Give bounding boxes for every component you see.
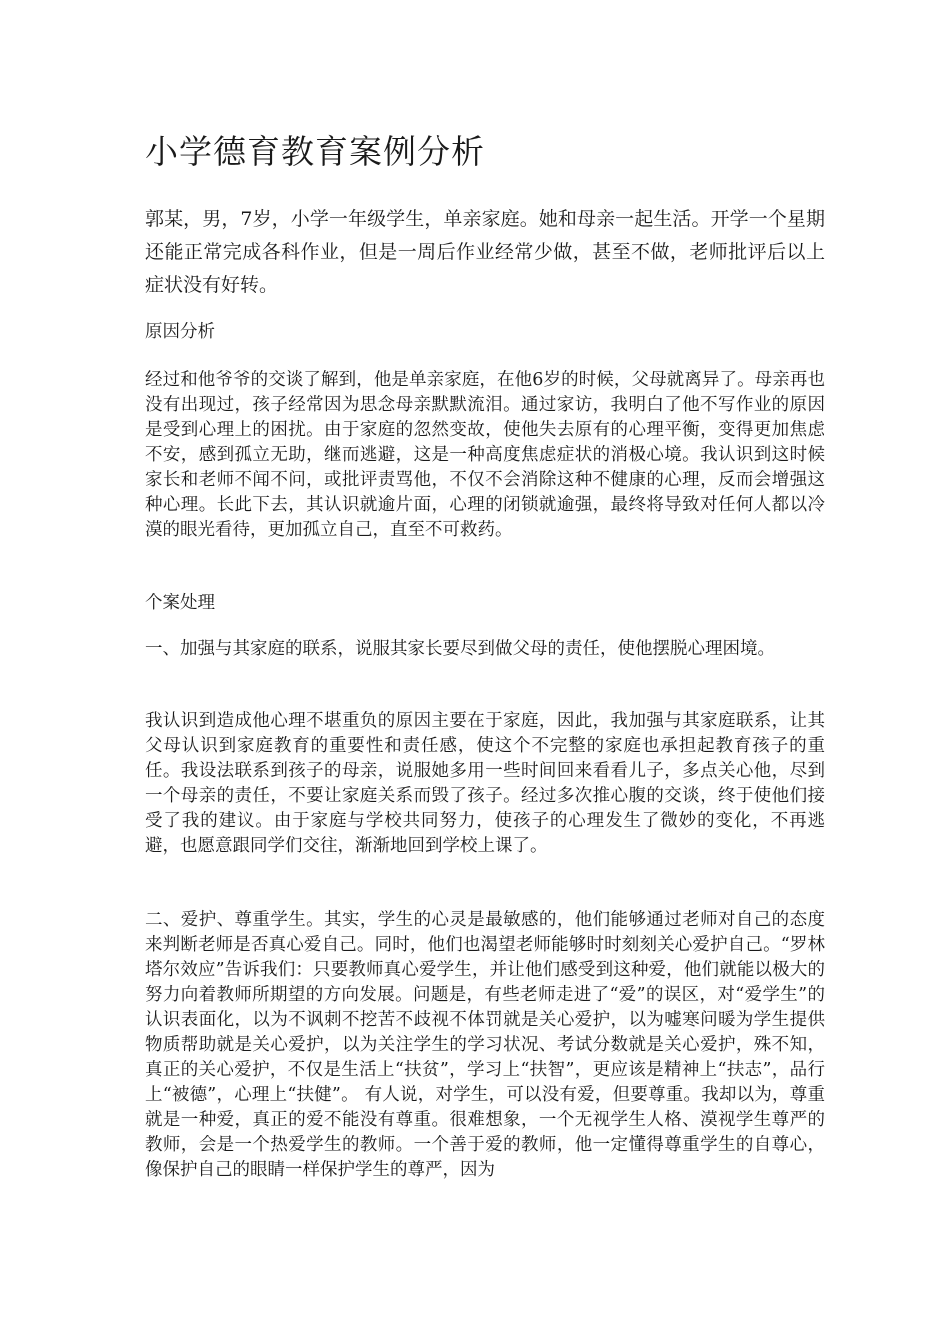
cause-analysis-paragraph: 经过和他爷爷的交谈了解到，他是单亲家庭，在他6岁的时候，父母就离异了。母亲再也没有出现过，孩子经常因为思念母亲默默流泪。通过家访，我明白了他不写作业的原因是受到心理上的困扰。由于家庭的忽然变故，使他失去原有的心理平衡，变得更加焦虑不安，感到孤立无助，继而逃避，这是一种高度焦虑症状的消极心境。我认识到这时候家长和老师不闻不问，或批评责骂他，不仅不会消除这种不健康的心理，反而会增强这种心理。长此下去，其认识就逾片面，心理的闭锁就逾强，最终将导致对任何人都以冷漠的眼光看待，更加孤立自己，直至不可救药。: [145, 370, 825, 540]
document-title: 小学德育教育案例分析: [145, 132, 485, 171]
section-heading-cause-analysis: 原因分析: [145, 322, 215, 342]
intro-paragraph: 郭某，男，7岁，小学一年级学生，单亲家庭。她和母亲一起生活。开学一个星期还能正常完成各科作业，但是一周后作业经常少做，甚至不做，老师批评后以上症状没有好转。: [145, 208, 825, 296]
point-one-title: 一、加强与其家庭的联系，说服其家长要尽到做父母的责任，使他摆脱心理困境。: [145, 639, 775, 659]
section-heading-case-handling: 个案处理: [145, 593, 215, 613]
point-two-paragraph: 二、爱护、尊重学生。其实，学生的心灵是最敏感的，他们能够通过老师对自己的态度来判断老师是否真心爱自己。同时，他们也渴望老师能够时时刻刻关心爱护自己。“罗林塔尔效应”告诉我们：只要教师真心爱学生，并让他们感受到这种爱，他们就能以极大的努力向着教师所期望的方向发展。问题是，有些老师走进了“爱”的误区，对“爱学生”的认识表面化，以为不讽刺不挖苦不歧视不体罚就是关心爱护，以为嘘寒问暖为学生提供物质帮助就是关心爱护，以为关注学生的学习状况、考试分数就是关心爱护，殊不知，真正的关心爱护，不仅是生活上“扶贫”，学习上“扶智”，更应该是精神上“扶志”，品行上“被德”，心理上“扶健”。 有人说，对学生，可以没有爱，但要尊重。我却以为，尊重就是一种爱，真正的爱不能没有尊重。很难想象，一个无视学生人格、漠视学生尊严的教师，会是一个热爱学生的教师。一个善于爱的教师，他一定懂得尊重学生的自尊心，像保护自己的眼睛一样保护学生的尊严，因为: [145, 910, 825, 1180]
point-one-paragraph: 我认识到造成他心理不堪重负的原因主要在于家庭，因此，我加强与其家庭联系，让其父母认识到家庭教育的重要性和责任感，使这个不完整的家庭也承担起教育孩子的重任。我设法联系到孩子的母亲，说服她多用一些时间回来看看儿子，多点关心他，尽到一个母亲的责任，不要让家庭关系而毁了孩子。经过多次推心腹的交谈，终于使他们接受了我的建议。由于家庭与学校共同努力，使孩子的心理发生了微妙的变化，不再逃避，也愿意跟同学们交往，渐渐地回到学校上课了。: [145, 711, 825, 856]
